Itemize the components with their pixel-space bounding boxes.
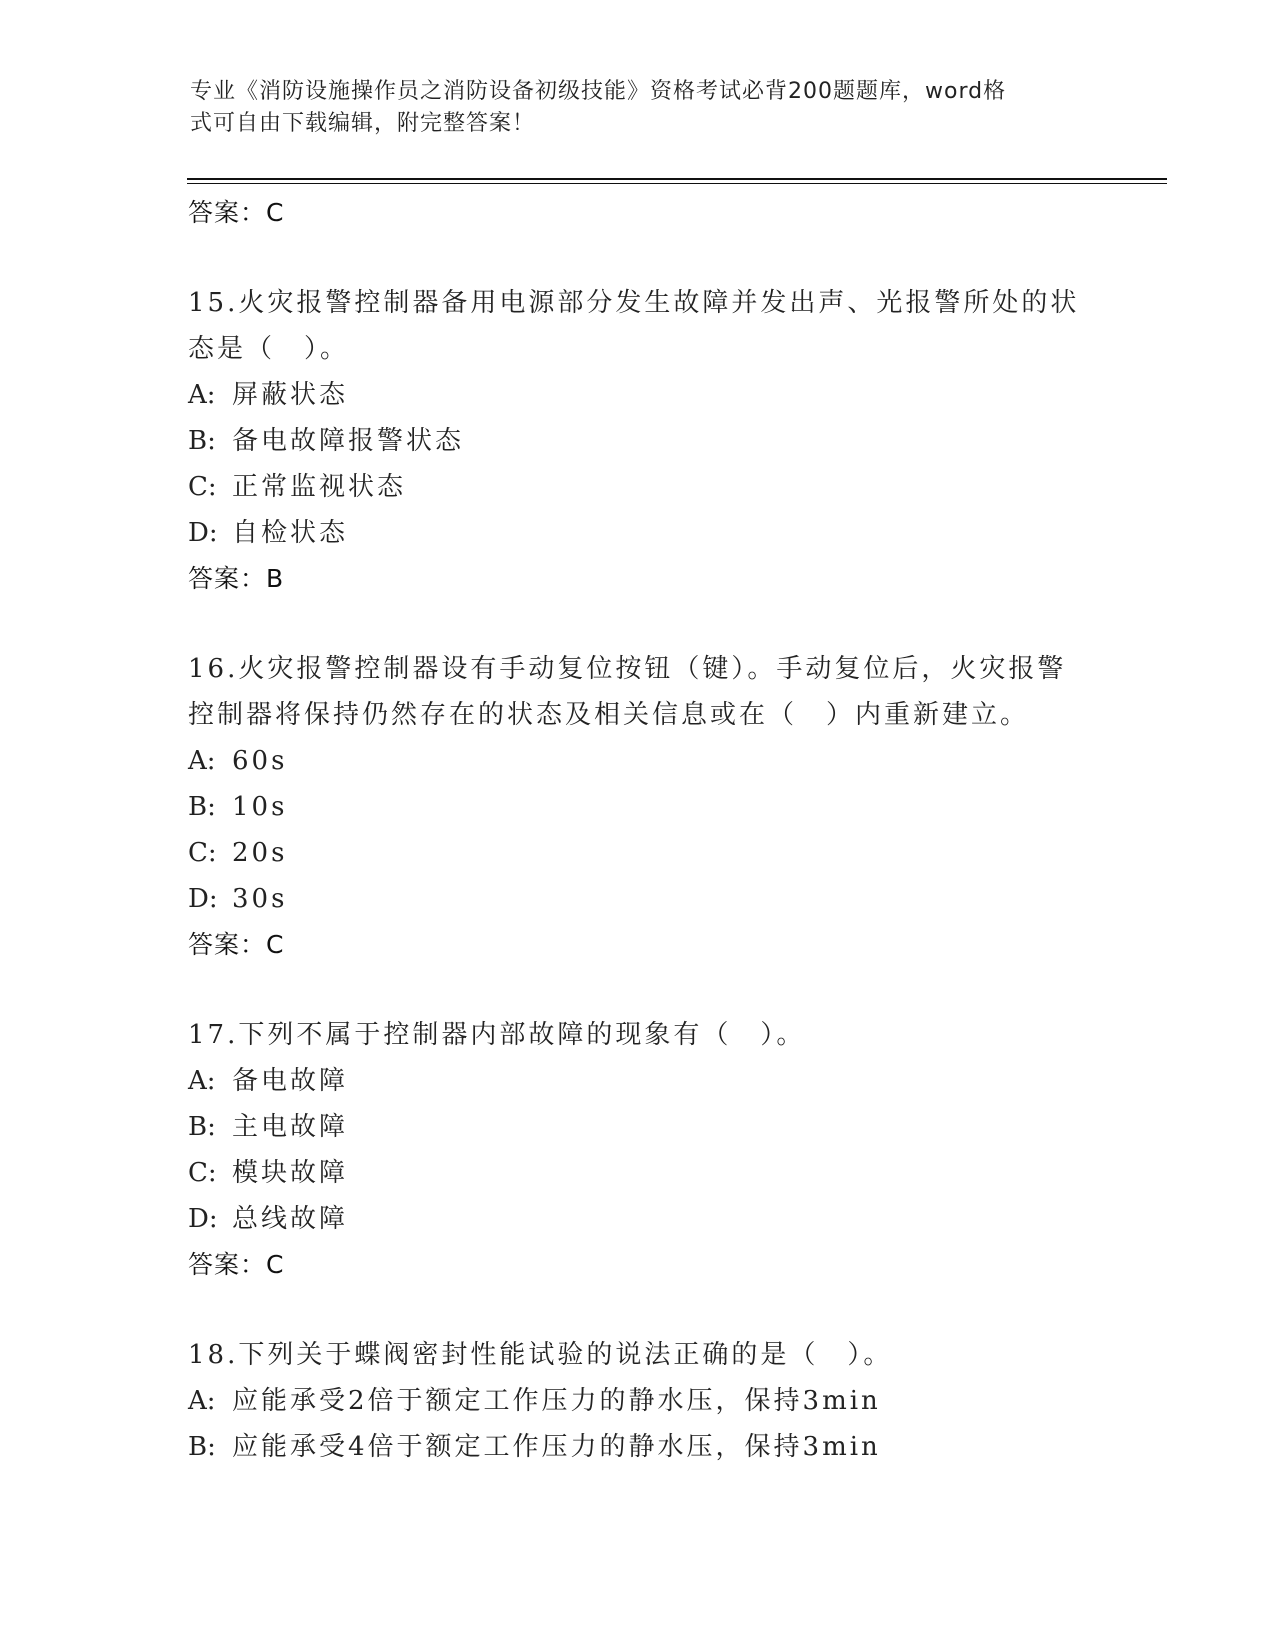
- question-block: [188, 646, 1088, 968]
- option-text: 30s: [232, 884, 288, 914]
- answer-option: [188, 510, 1088, 556]
- answer-option: [188, 784, 1088, 830]
- option-key: A:: [188, 1386, 216, 1416]
- previous-answer: 答案：C: [188, 198, 285, 227]
- option-text: 自检状态: [232, 518, 349, 548]
- answer-option: [188, 464, 1088, 510]
- question-stem: 17.下列不属于控制器内部故障的现象有（ ）。: [188, 1020, 806, 1050]
- header-line-1: 专业《消防设施操作员之消防设备初级技能》资格考试必背200题题库，word格: [190, 79, 1007, 104]
- question-block: [188, 1012, 1088, 1288]
- option-key: C:: [188, 838, 217, 868]
- header-rule-thick: [187, 178, 1167, 180]
- question-answer: 答案：B: [188, 564, 285, 593]
- question-stem: 态是（ ）。: [188, 334, 350, 364]
- answer-option: [188, 1196, 1088, 1242]
- question-stem: 18.下列关于蝶阀密封性能试验的说法正确的是（ ）。: [188, 1340, 893, 1370]
- option-key: B:: [188, 792, 216, 822]
- answer-option: [188, 1378, 1088, 1424]
- question-stem: 16.火灾报警控制器设有手动复位按钮（键）。手动复位后，火灾报警: [188, 654, 1067, 684]
- question-stem: 15.火灾报警控制器备用电源部分发生故障并发出声、光报警所处的状: [188, 288, 1080, 318]
- option-key: B:: [188, 426, 216, 456]
- option-text: 主电故障: [232, 1112, 349, 1142]
- question-block: [188, 1332, 1088, 1470]
- answer-option: [188, 372, 1088, 418]
- answer-option: [188, 1104, 1088, 1150]
- answer-option: [188, 1058, 1088, 1104]
- option-key: A:: [188, 380, 216, 410]
- question-answer: 答案：C: [188, 1250, 285, 1279]
- option-key: B:: [188, 1432, 216, 1462]
- answer-option: [188, 830, 1088, 876]
- document-header: [190, 76, 1070, 140]
- questions-container: [188, 280, 1088, 1470]
- option-text: 屏蔽状态: [232, 380, 349, 410]
- option-key: C:: [188, 1158, 217, 1188]
- answer-option: [188, 418, 1088, 464]
- option-key: D:: [188, 1204, 218, 1234]
- answer-option: [188, 1424, 1088, 1470]
- option-text: 20s: [232, 838, 288, 868]
- option-text: 正常监视状态: [232, 472, 407, 502]
- option-text: 模块故障: [232, 1158, 349, 1188]
- option-text: 10s: [232, 792, 288, 822]
- option-key: C:: [188, 472, 217, 502]
- option-key: A:: [188, 1066, 216, 1096]
- answer-option: [188, 876, 1088, 922]
- option-text: 60s: [232, 746, 288, 776]
- option-key: D:: [188, 884, 218, 914]
- answer-option: [188, 738, 1088, 784]
- question-stem: 控制器将保持仍然存在的状态及相关信息或在（ ）内重新建立。: [188, 700, 1030, 730]
- question-list: [188, 190, 1088, 1470]
- question-answer: 答案：C: [188, 930, 285, 959]
- option-key: A:: [188, 746, 216, 776]
- option-text: 备电故障报警状态: [232, 426, 465, 456]
- option-key: D:: [188, 518, 218, 548]
- question-block: [188, 280, 1088, 602]
- header-rule-thin: [187, 183, 1167, 184]
- option-key: B:: [188, 1112, 216, 1142]
- option-text: 应能承受2倍于额定工作压力的静水压，保持3min: [232, 1386, 881, 1416]
- answer-option: [188, 1150, 1088, 1196]
- option-text: 应能承受4倍于额定工作压力的静水压，保持3min: [232, 1432, 881, 1462]
- option-text: 备电故障: [232, 1066, 349, 1096]
- header-line-2: 式可自由下载编辑，附完整答案！: [190, 111, 536, 136]
- option-text: 总线故障: [232, 1204, 349, 1234]
